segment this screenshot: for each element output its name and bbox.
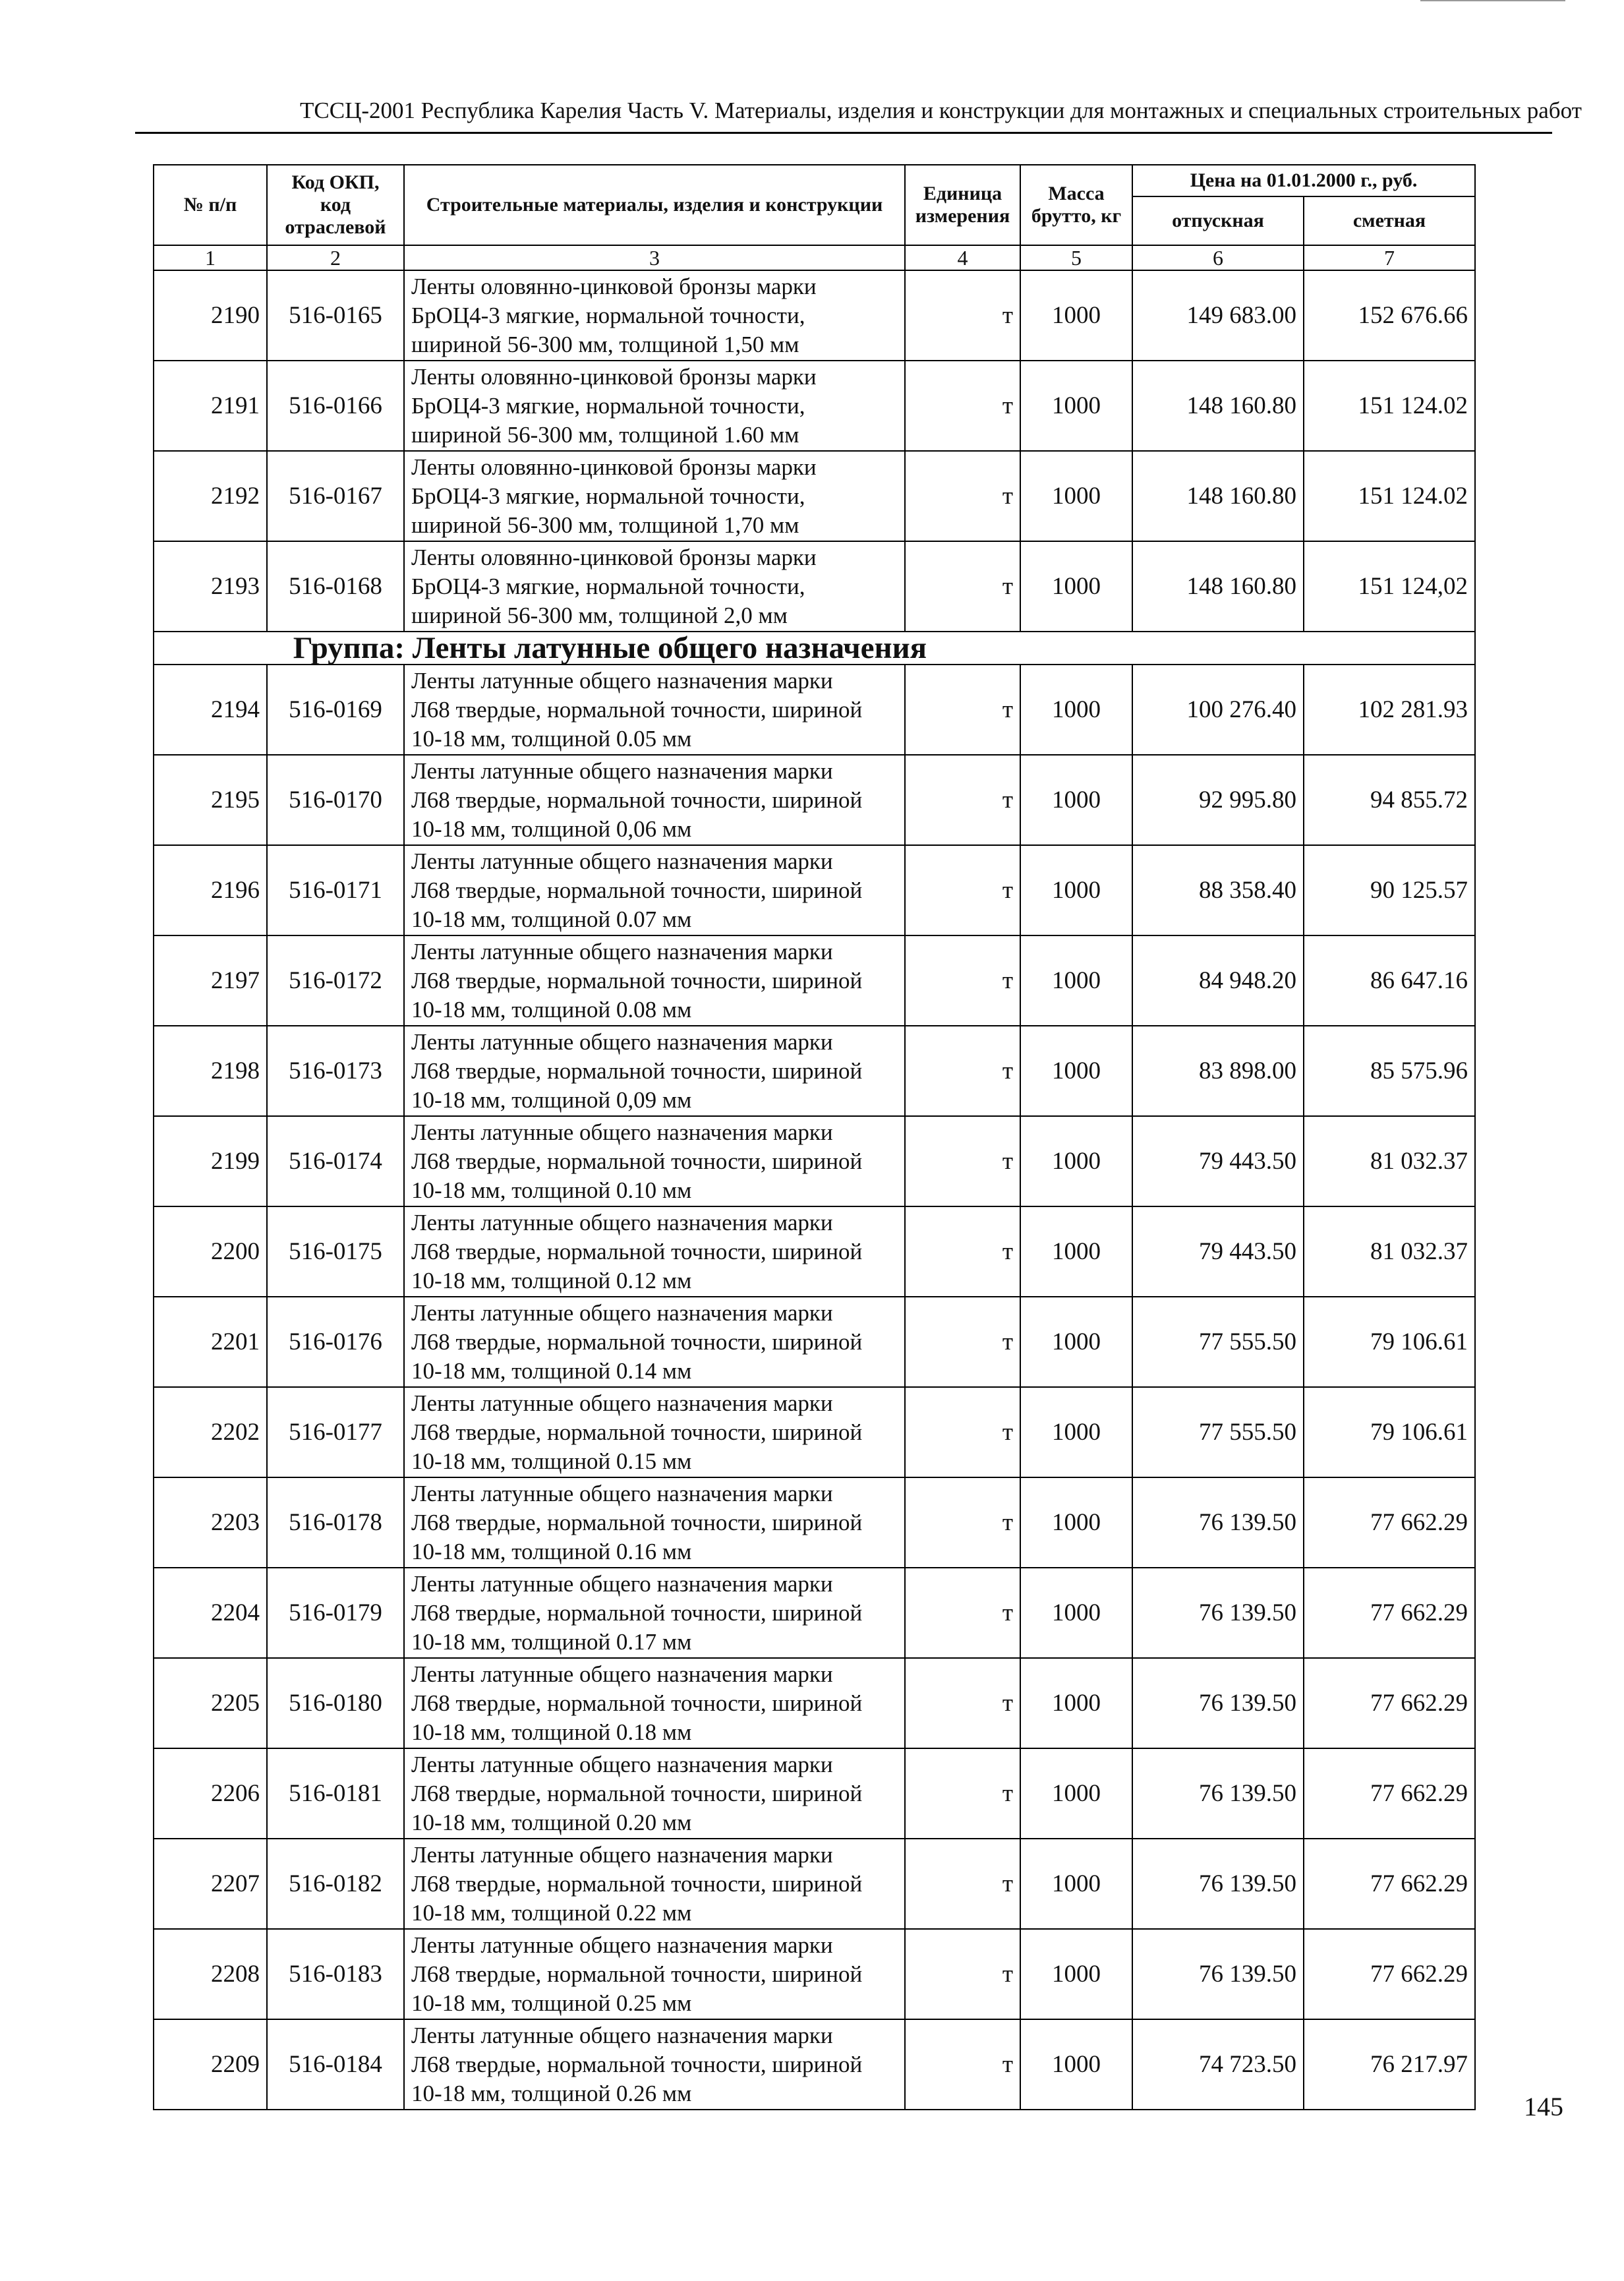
mass-cell: 1000 [1020,270,1132,361]
release-price-cell: 77 555.50 [1132,1387,1304,1477]
material-description [404,361,905,451]
unit-cell: т [905,845,1020,935]
description-line: Ленты оловянно-цинковой бронзы марки [411,363,817,390]
material-description [404,1658,905,1748]
release-price-cell: 148 160.80 [1132,361,1304,451]
release-price-cell: 92 995.80 [1132,755,1304,845]
rows-bronze [154,270,1475,632]
okp-code: 516-0184 [267,2019,404,2110]
estimate-price-cell: 77 662.29 [1304,1839,1475,1929]
rows-brass [154,665,1475,2110]
description-line: Л68 твердые, нормальной точности, шириной [411,967,863,993]
mass-cell: 1000 [1020,1206,1132,1297]
release-price-cell: 76 139.50 [1132,1839,1304,1929]
table-row [154,1026,1475,1116]
material-description [404,1116,905,1206]
release-price-cell: 88 358.40 [1132,845,1304,935]
estimate-price-cell: 81 032.37 [1304,1116,1475,1206]
description-line: 10-18 мм, толщиной 0.12 мм [411,1267,692,1293]
group-label: Группа: [293,631,405,665]
estimate-price-cell: 77 662.29 [1304,1568,1475,1658]
estimate-price-cell: 152 676.66 [1304,270,1475,361]
description-line: Ленты латунные общего назначения марки [411,667,833,694]
description-line: 10-18 мм, толщиной 0.20 мм [411,1809,692,1835]
row-number: 2208 [154,1929,267,2019]
okp-code: 516-0183 [267,1929,404,2019]
description-line: Л68 твердые, нормальной точности, шириной [411,1780,863,1806]
okp-code: 516-0166 [267,361,404,451]
row-number: 2202 [154,1387,267,1477]
description-line: шириной 56-300 мм, толщиной 1,70 мм [411,512,799,538]
description-line: Ленты латунные общего назначения марки [411,1841,833,1868]
table-row [154,1568,1475,1658]
release-price-cell: 79 443.50 [1132,1206,1304,1297]
description-line: Ленты оловянно-цинковой бронзы марки [411,544,817,570]
material-description [404,935,905,1026]
column-number: 7 [1304,245,1475,270]
release-price-cell: 84 948.20 [1132,935,1304,1026]
description-line: 10-18 мм, толщиной 0.14 мм [411,1357,692,1384]
group-title: Ленты латунные общего назначения [412,631,927,665]
unit-cell: т [905,755,1020,845]
column-number: 4 [905,245,1020,270]
release-price-cell: 76 139.50 [1132,1929,1304,2019]
col-header-price-release: отпускная [1132,196,1304,245]
description-line: 10-18 мм, толщиной 0.16 мм [411,1538,692,1564]
estimate-price-cell: 76 217.97 [1304,2019,1475,2110]
table-row [154,361,1475,451]
okp-code: 516-0167 [267,451,404,541]
release-price-cell: 74 723.50 [1132,2019,1304,2110]
okp-code: 516-0179 [267,1568,404,1658]
material-description [404,755,905,845]
okp-code: 516-0178 [267,1477,404,1568]
column-number: 6 [1132,245,1304,270]
description-line: Ленты латунные общего назначения марки [411,1480,833,1506]
column-numbers-row [154,245,1475,270]
material-description [404,1206,905,1297]
estimate-price-cell: 77 662.29 [1304,1658,1475,1748]
description-line: Л68 твердые, нормальной точности, шириной [411,1419,863,1445]
release-price-cell: 76 139.50 [1132,1568,1304,1658]
description-line: 10-18 мм, толщиной 0.10 мм [411,1177,692,1203]
row-number: 2194 [154,665,267,755]
description-line: Л68 твердые, нормальной точности, шириной [411,1328,863,1355]
column-number: 1 [154,245,267,270]
description-line: 10-18 мм, толщиной 0.18 мм [411,1719,692,1745]
unit-cell: т [905,1387,1020,1477]
release-price-cell: 148 160.80 [1132,541,1304,632]
okp-code: 516-0177 [267,1387,404,1477]
description-line: Ленты латунные общего назначения марки [411,2022,833,2048]
release-price-cell: 149 683.00 [1132,270,1304,361]
estimate-price-cell: 79 106.61 [1304,1387,1475,1477]
description-line: БрОЦ4-3 мягкие, нормальной точности, [411,483,805,509]
col-header-num: № п/п [154,165,267,245]
row-number: 2197 [154,935,267,1026]
release-price-cell: 76 139.50 [1132,1658,1304,1748]
material-description [404,541,905,632]
mass-cell: 1000 [1020,1477,1132,1568]
table-row [154,1839,1475,1929]
table-row [154,1387,1475,1477]
description-line: Л68 твердые, нормальной точности, шириной [411,1509,863,1535]
okp-code: 516-0175 [267,1206,404,1297]
col-header-mass: Масса брутто, кг [1020,165,1132,245]
col-header-unit: Единица измерения [905,165,1020,245]
material-description [404,1477,905,1568]
description-line: шириной 56-300 мм, толщиной 1.60 мм [411,421,799,448]
material-description [404,451,905,541]
column-number: 2 [267,245,404,270]
table-row [154,1658,1475,1748]
mass-cell: 1000 [1020,935,1132,1026]
mass-cell: 1000 [1020,1929,1132,2019]
description-line: БрОЦ4-3 мягкие, нормальной точности, [411,302,805,328]
release-price-cell: 79 443.50 [1132,1116,1304,1206]
estimate-price-cell: 77 662.29 [1304,1748,1475,1839]
description-line: Ленты латунные общего назначения марки [411,1661,833,1687]
okp-code: 516-0170 [267,755,404,845]
description-line: Ленты латунные общего назначения марки [411,1932,833,1958]
mass-cell: 1000 [1020,1568,1132,1658]
material-description [404,2019,905,2110]
table-row [154,1929,1475,2019]
description-line: 10-18 мм, толщиной 0.15 мм [411,1448,692,1474]
unit-cell: т [905,451,1020,541]
description-line: Ленты латунные общего назначения марки [411,848,833,874]
description-line: Ленты латунные общего назначения марки [411,1390,833,1416]
okp-code: 516-0180 [267,1658,404,1748]
table-row [154,541,1475,632]
material-description [404,1387,905,1477]
estimate-price-cell: 94 855.72 [1304,755,1475,845]
mass-cell: 1000 [1020,2019,1132,2110]
row-number: 2209 [154,2019,267,2110]
description-line: БрОЦ4-3 мягкие, нормальной точности, [411,392,805,419]
unit-cell: т [905,1116,1020,1206]
table-row [154,935,1475,1026]
material-description [404,1748,905,1839]
table-row [154,1748,1475,1839]
mass-cell: 1000 [1020,451,1132,541]
description-line: 10-18 мм, толщиной 0,09 мм [411,1086,692,1113]
description-line: 10-18 мм, толщиной 0.25 мм [411,1990,692,2016]
description-line: Ленты латунные общего назначения марки [411,1119,833,1145]
description-line: Л68 твердые, нормальной точности, шириной [411,1238,863,1264]
description-line: 10-18 мм, толщиной 0.26 мм [411,2080,692,2106]
estimate-price-cell: 77 662.29 [1304,1477,1475,1568]
description-line: шириной 56-300 мм, толщиной 2,0 мм [411,602,788,628]
okp-code: 516-0165 [267,270,404,361]
material-description [404,1568,905,1658]
row-number: 2190 [154,270,267,361]
material-description [404,845,905,935]
table-row [154,2019,1475,2110]
estimate-price-cell: 102 281.93 [1304,665,1475,755]
description-line: Л68 твердые, нормальной точности, шириной [411,786,863,813]
mass-cell: 1000 [1020,1116,1132,1206]
group-cell [154,632,1475,665]
description-line: Л68 твердые, нормальной точности, шириной [411,1690,863,1716]
table-row [154,1297,1475,1387]
unit-cell: т [905,1568,1020,1658]
row-number: 2207 [154,1839,267,1929]
mass-cell: 1000 [1020,755,1132,845]
estimate-price-cell: 77 662.29 [1304,1929,1475,2019]
unit-cell: т [905,1297,1020,1387]
estimate-price-cell: 79 106.61 [1304,1297,1475,1387]
unit-cell: т [905,1658,1020,1748]
material-description [404,270,905,361]
table-row [154,845,1475,935]
description-line: Ленты латунные общего назначения марки [411,757,833,784]
estimate-price-cell: 86 647.16 [1304,935,1475,1026]
description-line: Ленты латунные общего назначения марки [411,1299,833,1326]
description-line: Л68 твердые, нормальной точности, шириной [411,1148,863,1174]
row-number: 2201 [154,1297,267,1387]
description-line: Ленты оловянно-цинковой бронзы марки [411,273,817,299]
row-number: 2206 [154,1748,267,1839]
description-line: 10-18 мм, толщиной 0.07 мм [411,906,692,932]
row-number: 2205 [154,1658,267,1748]
table-header [154,165,1475,245]
okp-code: 516-0171 [267,845,404,935]
unit-cell: т [905,270,1020,361]
description-line: шириной 56-300 мм, толщиной 1,50 мм [411,331,799,357]
description-line: Л68 твердые, нормальной точности, шириной [411,696,863,723]
okp-code: 516-0174 [267,1116,404,1206]
okp-code: 516-0176 [267,1297,404,1387]
okp-code: 516-0173 [267,1026,404,1116]
mass-cell: 1000 [1020,1297,1132,1387]
description-line: Л68 твердые, нормальной точности, шириной [411,2051,863,2077]
column-number: 3 [404,245,905,270]
unit-cell: т [905,1929,1020,2019]
row-number: 2199 [154,1116,267,1206]
okp-code: 516-0172 [267,935,404,1026]
description-line: Л68 твердые, нормальной точности, шириной [411,877,863,903]
unit-cell: т [905,1748,1020,1839]
description-line: 10-18 мм, толщиной 0.08 мм [411,996,692,1022]
row-number: 2195 [154,755,267,845]
table-row [154,1206,1475,1297]
group-row [154,632,1475,665]
okp-code: 516-0168 [267,541,404,632]
unit-cell: т [905,1839,1020,1929]
mass-cell: 1000 [1020,665,1132,755]
table-row [154,1116,1475,1206]
description-line: Л68 твердые, нормальной точности, шириной [411,1870,863,1897]
mass-cell: 1000 [1020,361,1132,451]
col-header-name: Строительные материалы, изделия и конструкции [404,165,905,245]
column-number: 5 [1020,245,1132,270]
description-line: Л68 твердые, нормальной точности, шириной [411,1599,863,1626]
description-line: Л68 твердые, нормальной точности, шириной [411,1057,863,1084]
table-row [154,451,1475,541]
description-line: Ленты латунные общего назначения марки [411,1209,833,1235]
table-row [154,1477,1475,1568]
estimate-price-cell: 81 032.37 [1304,1206,1475,1297]
okp-code: 516-0169 [267,665,404,755]
description-line: 10-18 мм, толщиной 0,06 мм [411,815,692,842]
description-line: Ленты латунные общего назначения марки [411,1570,833,1597]
row-number: 2198 [154,1026,267,1116]
col-header-price: Цена на 01.01.2000 г., руб. [1132,165,1475,196]
unit-cell: т [905,541,1020,632]
unit-cell: т [905,2019,1020,2110]
header-rule [135,132,1552,134]
mass-cell: 1000 [1020,1026,1132,1116]
row-number: 2200 [154,1206,267,1297]
material-description [404,1929,905,2019]
okp-code: 516-0181 [267,1748,404,1839]
estimate-price-cell: 151 124.02 [1304,451,1475,541]
mass-cell: 1000 [1020,1748,1132,1839]
unit-cell: т [905,665,1020,755]
description-line: Ленты латунные общего назначения марки [411,1028,833,1055]
unit-cell: т [905,361,1020,451]
release-price-cell: 76 139.50 [1132,1748,1304,1839]
mass-cell: 1000 [1020,1839,1132,1929]
row-number: 2203 [154,1477,267,1568]
estimate-price-cell: 90 125.57 [1304,845,1475,935]
row-number: 2192 [154,451,267,541]
mass-cell: 1000 [1020,845,1132,935]
material-description [404,1026,905,1116]
description-line: Ленты латунные общего назначения марки [411,938,833,964]
running-header: ТССЦ-2001 Республика Карелия Часть V. Материалы, изделия и конструкции для монтажных и специальных строительных работ [300,98,1582,123]
table-row [154,665,1475,755]
description-line: БрОЦ4-3 мягкие, нормальной точности, [411,573,805,599]
release-price-cell: 148 160.80 [1132,451,1304,541]
unit-cell: т [905,1206,1020,1297]
release-price-cell: 83 898.00 [1132,1026,1304,1116]
unit-cell: т [905,1477,1020,1568]
table-row [154,755,1475,845]
unit-cell: т [905,935,1020,1026]
page-number: 145 [1524,2092,1563,2121]
release-price-cell: 76 139.50 [1132,1477,1304,1568]
mass-cell: 1000 [1020,1658,1132,1748]
description-line: Ленты латунные общего назначения марки [411,1751,833,1777]
row-number: 2204 [154,1568,267,1658]
top-rule [1420,0,1565,1]
okp-code: 516-0182 [267,1839,404,1929]
material-description [404,1297,905,1387]
row-number: 2191 [154,361,267,451]
description-line: 10-18 мм, толщиной 0.17 мм [411,1628,692,1655]
release-price-cell: 77 555.50 [1132,1297,1304,1387]
estimate-price-cell: 151 124.02 [1304,361,1475,451]
table-row [154,270,1475,361]
mass-cell: 1000 [1020,541,1132,632]
release-price-cell: 100 276.40 [1132,665,1304,755]
description-line: 10-18 мм, толщиной 0.22 мм [411,1899,692,1926]
mass-cell: 1000 [1020,1387,1132,1477]
description-line: Л68 твердые, нормальной точности, шириной [411,1961,863,1987]
description-line: 10-18 мм, толщиной 0.05 мм [411,725,692,752]
estimate-price-cell: 151 124,02 [1304,541,1475,632]
row-number: 2196 [154,845,267,935]
unit-cell: т [905,1026,1020,1116]
description-line: Ленты оловянно-цинковой бронзы марки [411,454,817,480]
material-description [404,665,905,755]
estimate-price-cell: 85 575.96 [1304,1026,1475,1116]
material-description [404,1839,905,1929]
price-table [153,164,1476,2110]
col-header-code: Код ОКП, код отраслевой [267,165,404,245]
row-number: 2193 [154,541,267,632]
col-header-price-estimate: сметная [1304,196,1475,245]
